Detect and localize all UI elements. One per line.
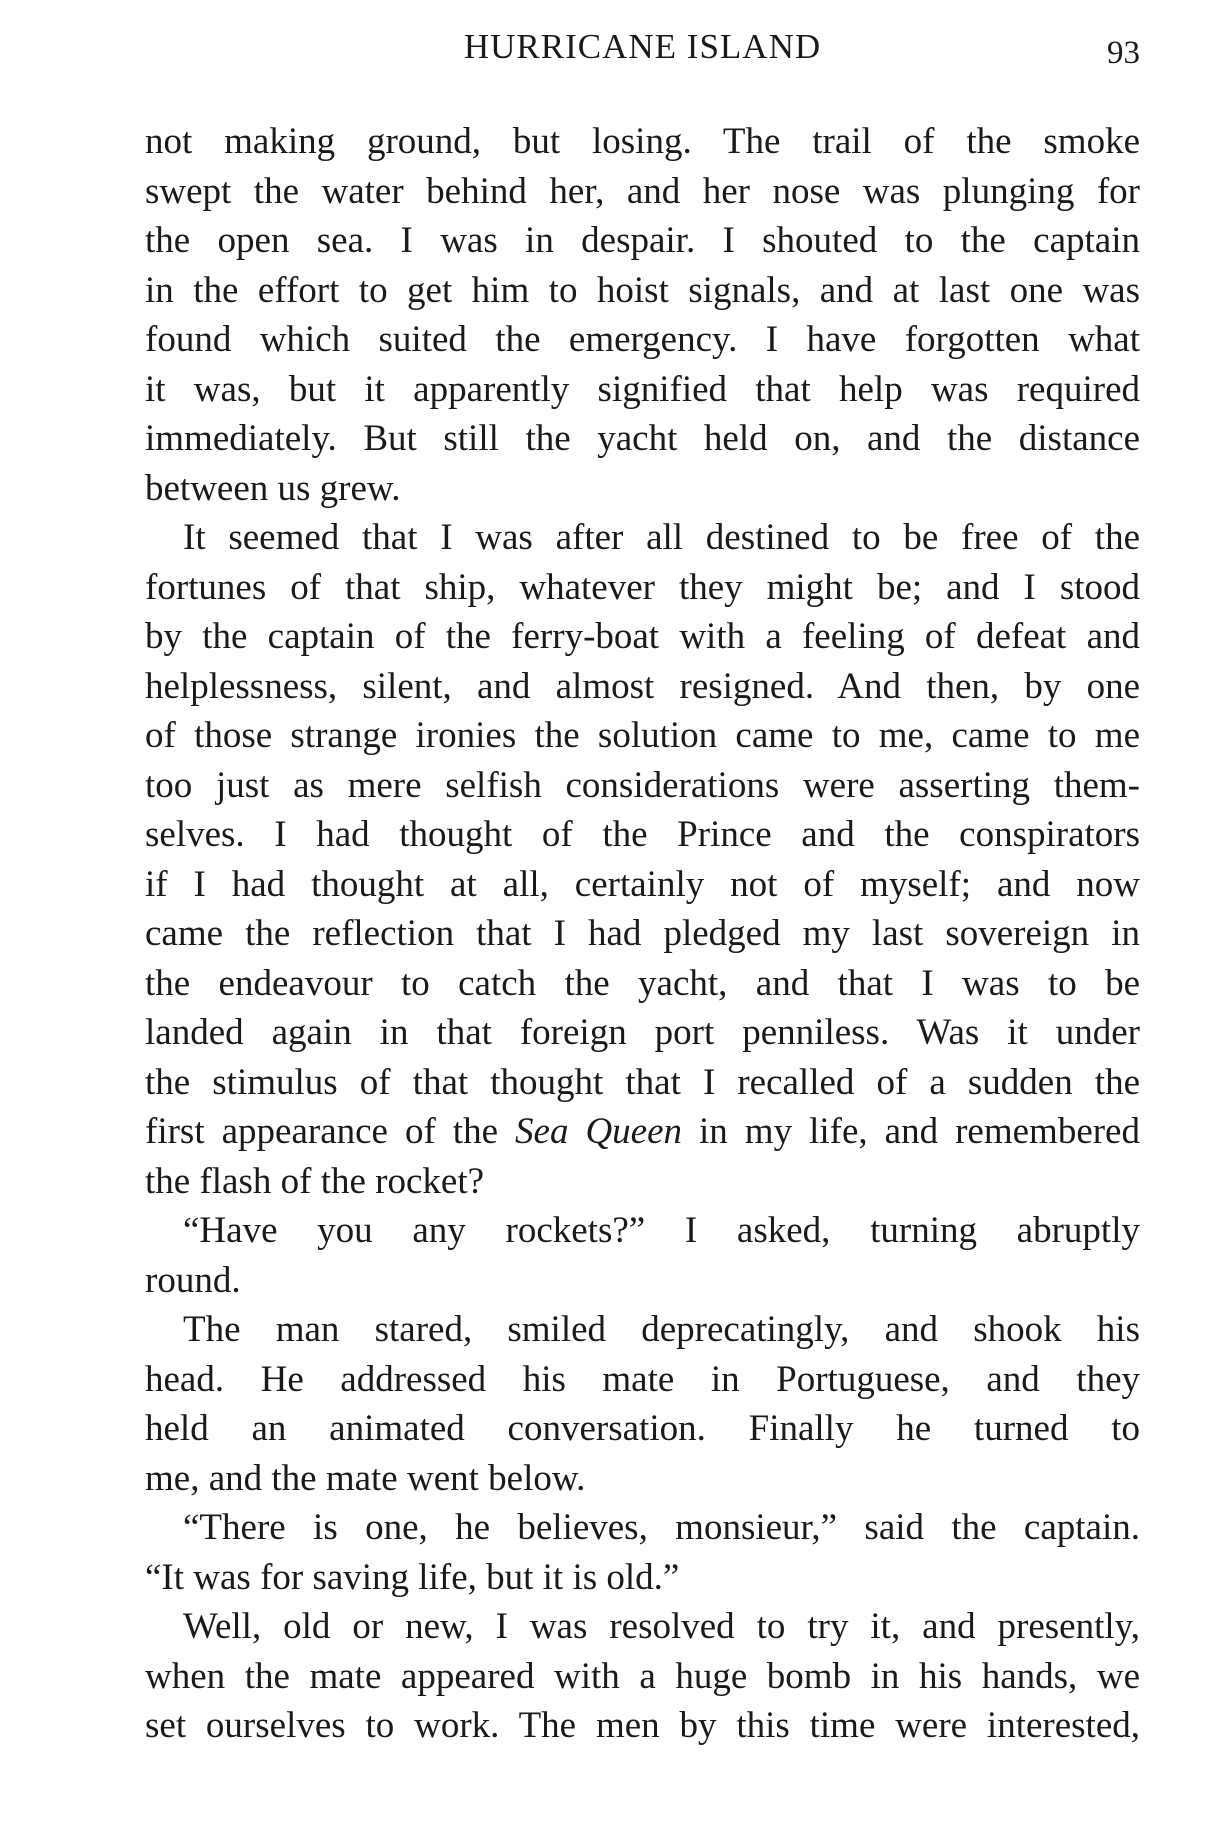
text-line: “There is one, he believes, monsieur,” said the captain. [183,1507,1140,1548]
paragraph-6 [145,1602,1140,1751]
text-line: came the reflection that I had pledged my last sovereign in [145,913,1140,954]
text-line: the open sea. I was in despair. I shouted to the captain [145,220,1140,261]
body-text [145,117,1140,1751]
text-line: the endeavour to catch the yacht, and that I was to be [145,962,1140,1004]
running-head [145,22,1140,72]
text-line: if I had thought at all, certainly not of myself; and now [145,863,1140,905]
text-line: the flash of the rocket? [145,1160,485,1202]
text-line: in the effort to get him to hoist signals, and at last one was [145,269,1140,311]
paragraph-1 [145,117,1140,513]
text-line: round. [145,1259,241,1301]
text-line: It seemed that I was after all destined to be free of the [183,517,1140,558]
text-line: between us grew. [145,467,401,509]
paragraph-5 [145,1503,1140,1602]
text-line: found which suited the emergency. I have forgotten what [145,319,1140,360]
text-line: held an animated conversation. Finally he turned to [145,1408,1140,1449]
text-line: of those strange ironies the solution came to me, came to me [145,715,1140,756]
text-line: “It was for saving life, but it is old.” [145,1556,680,1598]
text-line: me, and the mate went below. [145,1457,586,1499]
paragraph-3 [145,1206,1140,1305]
text-line: helplessness, silent, and almost resigned. And then, by one [145,665,1140,707]
text-run: in my life, and remembered [682,1111,1140,1152]
text-line: not making ground, but losing. The trail of the smoke [145,121,1140,162]
text-line: the stimulus of that thought that I recalled of a sudden the [145,1061,1140,1103]
text-line: when the mate appeared with a huge bomb in his hands, we [145,1655,1140,1697]
text-line: by the captain of the ferry-boat with a feeling of defeat and [145,616,1140,657]
text-line: too just as mere selfish considerations were asserting them- [145,764,1140,806]
text-line: it was, but it apparently signified that help was required [145,368,1140,410]
chapter-title: HURRICANE ISLAND [463,27,822,66]
page-number: 93 [1107,35,1140,71]
text-line: fortunes of that ship, whatever they might be; and I stood [145,566,1140,608]
text-line: set ourselves to work. The men by this time were interested, [145,1705,1140,1746]
text-line: The man stared, smiled deprecatingly, and shook his [183,1309,1140,1350]
text-line: landed again in that foreign port penniless. Was it under [145,1012,1140,1053]
text-line: head. He addressed his mate in Portuguese, and they [145,1358,1140,1400]
text-line: immediately. But still the yacht held on, and the distance [145,418,1140,459]
text-line: Well, old or new, I was resolved to try it, and presently, [183,1606,1140,1647]
paragraph-4 [145,1305,1140,1503]
text-line: swept the water behind her, and her nose was plunging for [145,170,1140,212]
text-line: “Have you any rockets?” I asked, turning abruptly [183,1210,1140,1251]
text-line-with-italic [145,1107,1140,1157]
text-run: first appearance of the [145,1111,516,1152]
text-line: selves. I had thought of the Prince and the conspirators [145,814,1140,855]
ship-name-italic: Sea Queen [515,1111,683,1152]
paragraph-2 [145,513,1140,1206]
